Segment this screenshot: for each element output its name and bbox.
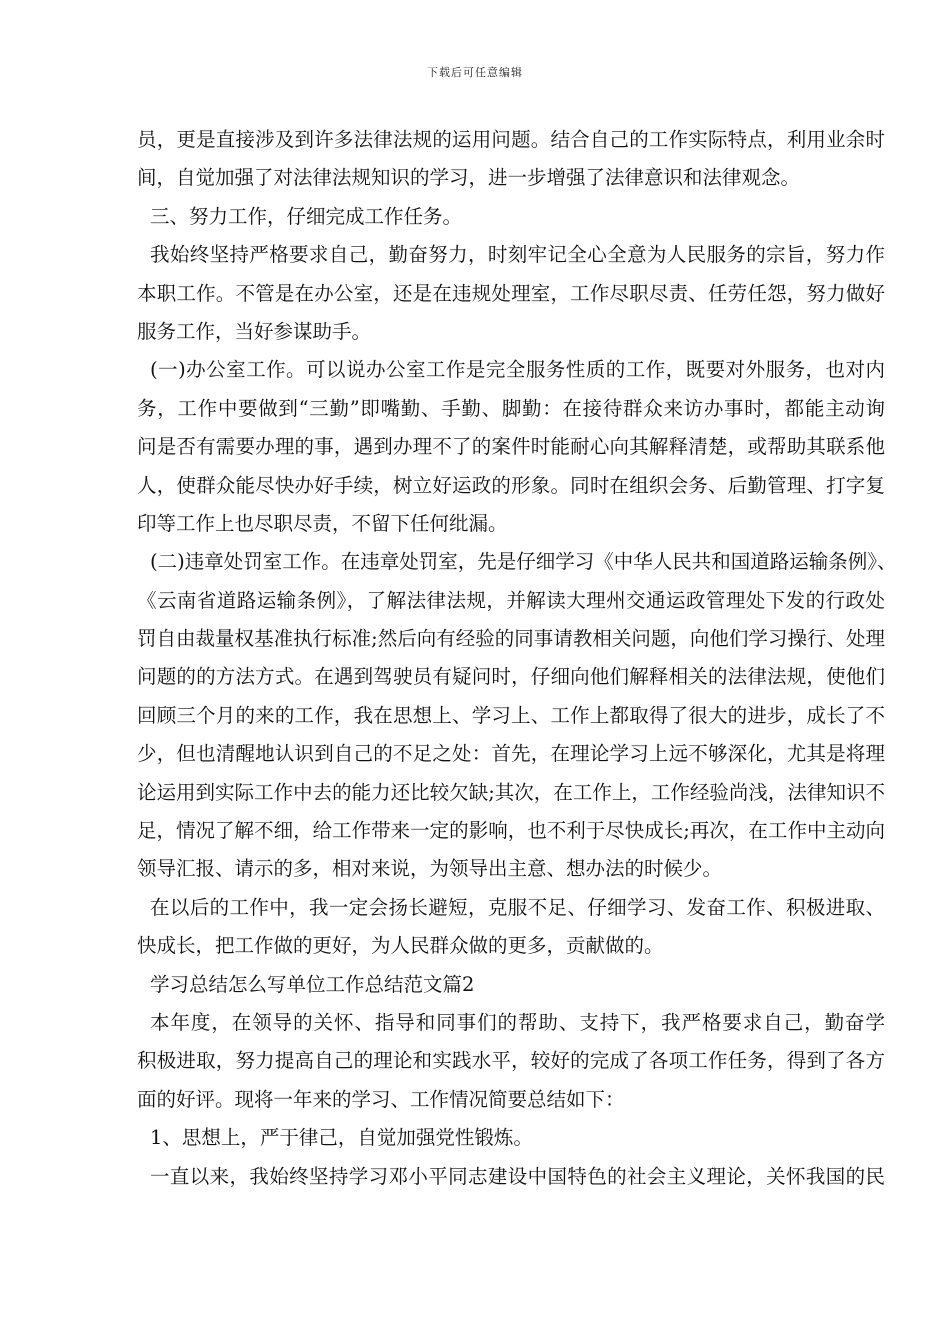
text-line: 在以后的工作中，我一定会扬长避短，克服不足、仔细学习、发奋工作、积极进取、 xyxy=(150,895,885,919)
text-line: 人，使群众能尽快办好手续，树立好运政的形象。同时在组织会务、后勤管理、打字复 xyxy=(137,473,885,497)
text-line: 1、思想上，严于律己，自觉加强党性锻炼。 xyxy=(150,1126,533,1150)
text-line: 回顾三个月的来的工作，我在思想上、学习上、工作上都取得了很大的进步，成长了不 xyxy=(137,703,885,727)
text-line: 服务工作，当好参谋助手。 xyxy=(137,319,372,343)
text-line: 罚自由裁量权基准执行标准;然后向有经验的同事请教相关问题，向他们学习操行、处理 xyxy=(137,627,885,651)
text-line: 员，更是直接涉及到许多法律法规的运用问题。结合自己的工作实际特点，利用业余时 xyxy=(137,128,885,151)
text-line: 领导汇报、请示的多，相对来说，为领导出主意、想办法的时候少。 xyxy=(137,857,723,881)
text-line: 本职工作。不管是在办公室，还是在违规处理室，工作尽职尽责、任劳任怨，努力做好 xyxy=(137,281,885,305)
text-line: 问是否有需要办理的事，遇到办理不了的案件时能耐心向其解释清楚，或帮助其联系他 xyxy=(137,435,885,459)
text-line: 本年度，在领导的关怀、指导和同事们的帮助、支持下，我严格要求自己，勤奋学 xyxy=(150,1010,885,1034)
text-line: 我始终坚持严格要求自己，勤奋努力，时刻牢记全心全意为人民服务的宗旨，努力作 xyxy=(150,243,885,267)
text-line: 学习总结怎么写单位工作总结范文篇2 xyxy=(150,972,475,996)
body-text xyxy=(137,121,897,1196)
text-line: 一直以来，我始终坚持学习邓小平同志建设中国特色的社会主义理论，关怀我国的民 xyxy=(150,1164,885,1188)
text-line: 务，工作中要做到“三勤”即嘴勤、手勤、脚勤：在接待群众来访办事时，都能主动询 xyxy=(137,396,885,420)
text-line: 快成长，把工作做的更好，为人民群众做的更多，贡献做的。 xyxy=(137,934,664,958)
text-line: 面的好评。现将一年来的学习、工作情况简要总结如下： xyxy=(137,1087,625,1111)
text-line: 问题的的方法方式。在遇到驾驶员有疑问时，仔细向他们解释相关的法律法规，使他们 xyxy=(137,665,885,689)
text-line: 间，自觉加强了对法律法规知识的学习，进一步增强了法律意识和法律观念。 xyxy=(137,166,801,190)
text-line: 三、努力工作，仔细完成工作任务。 xyxy=(150,204,463,228)
text-line: (一)办公室工作。可以说办公室工作是完全服务性质的工作，既要对外服务，也对内 xyxy=(150,358,885,382)
text-line: (二)违章处罚室工作。在违章处罚室，先是仔细学习《中华人民共和国道路运输条例》、 xyxy=(150,550,897,574)
text-line: 《云南省道路运输条例》，了解法律法规，并解读大理州交通运政管理处下发的行政处 xyxy=(137,588,885,612)
text-line: 少，但也清醒地认识到自己的不足之处：首先，在理论学习上远不够深化，尤其是将理 xyxy=(137,742,885,766)
page-header: 下载后可任意编辑 xyxy=(427,66,523,79)
text-line: 论运用到实际工作中去的能力还比较欠缺;其次，在工作上，工作经验尚浅，法律知识不 xyxy=(137,780,885,804)
text-line: 印等工作上也尽职尽责，不留下任何纰漏。 xyxy=(137,511,508,535)
text-line: 足，情况了解不细，给工作带来一定的影响，也不利于尽快成长;再次，在工作中主动向 xyxy=(137,819,885,843)
text-line: 积极进取，努力提高自己的理论和实践水平，较好的完成了各项工作任务，得到了各方 xyxy=(137,1049,885,1073)
